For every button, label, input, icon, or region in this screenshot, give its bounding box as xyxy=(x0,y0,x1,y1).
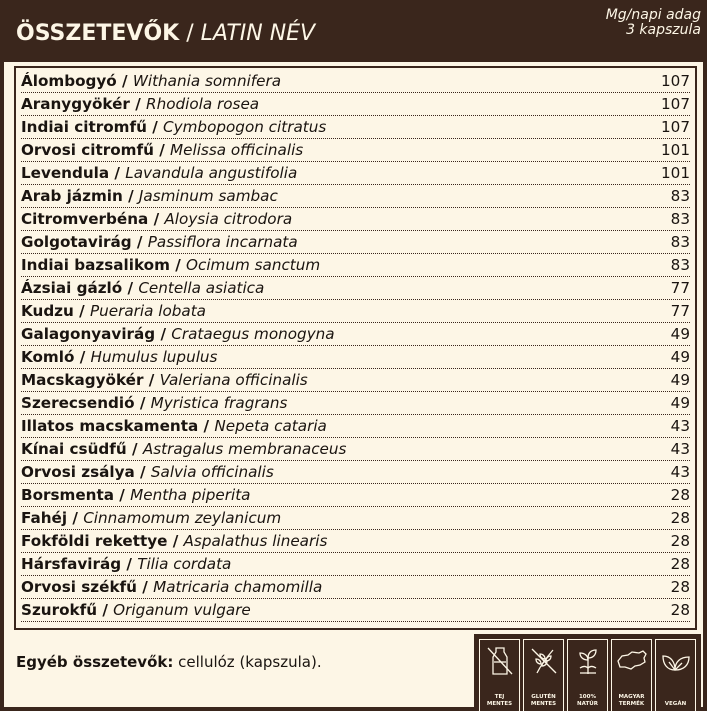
badge-label-1: VEGÁN xyxy=(664,700,687,707)
ingredient-name: Komló xyxy=(21,348,75,366)
ingredient-latin: Aloysia citrodora xyxy=(164,210,293,228)
dose-line-2: 3 kapszula xyxy=(626,22,701,38)
ingredient-name: Indiai bazsalikom xyxy=(21,256,170,274)
ingredient-separator: / xyxy=(153,141,171,159)
ingredient-mg: 28 xyxy=(670,601,690,619)
badge-label-1: GLUTÉN xyxy=(531,694,556,700)
ingredient-name: Illatos macskamenta xyxy=(21,417,199,435)
ingredient-name: Ázsiai gázló xyxy=(21,279,123,297)
ingredient-mg: 49 xyxy=(670,394,690,412)
other-ingredients-value: cellulóz (kapszula). xyxy=(173,653,322,671)
ingredient-row xyxy=(21,185,690,208)
ingredient-row xyxy=(21,576,690,599)
ingredient-row xyxy=(21,323,690,346)
ingredient-mg: 43 xyxy=(670,463,690,481)
ingredient-latin: Ocimum sanctum xyxy=(186,256,321,274)
ingredient-separator: / xyxy=(146,118,164,136)
ingredient-name: Álombogyó xyxy=(21,72,117,90)
ingredient-row xyxy=(21,530,690,553)
ingredient-mg: 49 xyxy=(670,348,690,366)
ingredient-latin: Aspalathus linearis xyxy=(183,532,328,550)
sprout-icon xyxy=(571,644,605,678)
title-latin: LATIN NÉV xyxy=(200,21,316,46)
ingredient-row xyxy=(21,438,690,461)
ingredient-name: Kudzu xyxy=(21,302,74,320)
certification-badges xyxy=(474,634,701,711)
ingredient-latin: Valeriana officinalis xyxy=(159,371,308,389)
ingredient-row xyxy=(21,392,690,415)
ingredient-latin: Withania somnifera xyxy=(132,72,282,90)
ingredient-mg: 107 xyxy=(661,118,690,136)
ingredient-separator: / xyxy=(73,302,90,320)
ingredient-row xyxy=(21,369,690,392)
ingredient-mg: 28 xyxy=(670,532,690,550)
ingredient-separator: / xyxy=(97,601,114,619)
ingredient-latin: Pueraria lobata xyxy=(89,302,206,320)
ingredient-latin: Mentha piperita xyxy=(130,486,251,504)
ingredient-name: Arab jázmin xyxy=(21,187,123,205)
ingredient-mg: 83 xyxy=(670,187,690,205)
title-main: ÖSSZETEVŐK xyxy=(16,21,180,46)
ingredient-name: Fahéj xyxy=(21,509,68,527)
ingredient-mg: 107 xyxy=(661,95,690,113)
badge-vegan xyxy=(655,639,696,711)
ingredient-mg: 83 xyxy=(670,256,690,274)
ingredient-row xyxy=(21,346,690,369)
ingredient-row xyxy=(21,599,690,622)
ingredient-row xyxy=(21,208,690,231)
ingredient-mg: 83 xyxy=(670,233,690,251)
ingredient-latin: Myristica fragrans xyxy=(150,394,288,412)
ingredient-latin: Salvia officinalis xyxy=(150,463,274,481)
ingredient-mg: 28 xyxy=(670,486,690,504)
ingredient-name: Kínai csüdfű xyxy=(21,440,127,458)
ingredient-separator: / xyxy=(169,256,187,274)
leaves-icon xyxy=(659,644,693,678)
ingredient-latin: Matricaria chamomilla xyxy=(153,578,323,596)
other-ingredients-label: Egyéb összetevők: xyxy=(16,653,174,671)
ingredient-name: Levendula xyxy=(21,164,110,182)
ingredient-name: Fokföldi rekettye xyxy=(21,532,168,550)
ingredient-row xyxy=(21,254,690,277)
ingredient-latin: Rhodiola rosea xyxy=(146,95,260,113)
ingredient-name: Szerecsendió xyxy=(21,394,135,412)
ingredient-mg: 77 xyxy=(670,279,690,297)
ingredient-row xyxy=(21,93,690,116)
ingredient-separator: / xyxy=(121,555,138,573)
other-ingredients xyxy=(16,652,322,672)
ingredient-row xyxy=(21,162,690,185)
ingredient-name: Citromverbéna xyxy=(21,210,149,228)
ingredient-mg: 28 xyxy=(670,509,690,527)
ingredient-row xyxy=(21,484,690,507)
ingredient-mg: 28 xyxy=(670,555,690,573)
ingredient-row xyxy=(21,139,690,162)
badge-natural xyxy=(567,639,608,711)
badge-hungarian-product xyxy=(611,639,652,711)
badge-label-1: MAGYAR xyxy=(618,694,645,700)
ingredient-row xyxy=(21,300,690,323)
ingredient-table xyxy=(14,66,697,630)
ingredient-latin: Melissa officinalis xyxy=(170,141,304,159)
ingredient-separator: / xyxy=(131,233,148,251)
ingredient-latin: Crataegus monogyna xyxy=(171,325,335,343)
ingredient-name: Orvosi székfű xyxy=(21,578,137,596)
ingredient-row xyxy=(21,553,690,576)
ingredient-separator: / xyxy=(198,417,215,435)
ingredient-latin: Nepeta cataria xyxy=(214,417,327,435)
ingredient-mg: 28 xyxy=(670,578,690,596)
ingredient-separator: / xyxy=(148,210,165,228)
badge-label-2: MENTES xyxy=(486,700,513,707)
ingredient-name: Orvosi citromfű xyxy=(21,141,154,159)
ingredient-latin: Humulus lupulus xyxy=(90,348,218,366)
ingredient-separator: / xyxy=(122,187,139,205)
badge-label-1: 100% xyxy=(578,694,596,700)
badge-label-2: NATÚR xyxy=(577,700,598,707)
badge-dairy-free xyxy=(479,639,520,711)
ingredient-mg: 107 xyxy=(661,72,690,90)
ingredient-name: Macskagyökér xyxy=(21,371,144,389)
dose-header xyxy=(606,8,701,38)
ingredient-mg: 101 xyxy=(661,164,690,182)
ingredient-row xyxy=(21,231,690,254)
ingredient-name: Orvosi zsálya xyxy=(21,463,135,481)
ingredient-separator: / xyxy=(114,486,131,504)
ingredient-mg: 101 xyxy=(661,141,690,159)
ingredient-latin: Passiflora incarnata xyxy=(147,233,298,251)
ingredient-latin: Cinnamomum zeylanicum xyxy=(83,509,282,527)
badge-label-1: TEJ xyxy=(494,694,505,700)
ingredient-row xyxy=(21,461,690,484)
ingredient-latin: Cymbopogon citratus xyxy=(163,118,327,136)
ingredient-separator: / xyxy=(116,72,133,90)
ingredient-separator: / xyxy=(109,164,126,182)
ingredient-separator: / xyxy=(143,371,160,389)
header-bar xyxy=(4,0,707,62)
ingredient-latin: Tilia cordata xyxy=(137,555,232,573)
ingredient-name: Hársfavirág xyxy=(21,555,122,573)
title-separator: / xyxy=(179,21,201,46)
ingredient-separator: / xyxy=(74,348,91,366)
ingredient-separator: / xyxy=(136,578,154,596)
ingredient-latin: Jasminum sambac xyxy=(138,187,278,205)
ingredient-separator: / xyxy=(167,532,184,550)
ingredient-separator: / xyxy=(155,325,172,343)
ingredient-row xyxy=(21,277,690,300)
ingredient-separator: / xyxy=(122,279,139,297)
badge-label-2: MENTES xyxy=(530,700,557,707)
ingredient-latin: Origanum vulgare xyxy=(113,601,251,619)
ingredient-latin: Centella asiatica xyxy=(138,279,265,297)
ingredient-mg: 43 xyxy=(670,417,690,435)
page-title xyxy=(16,20,315,48)
ingredient-separator: / xyxy=(134,463,151,481)
ingredient-row xyxy=(21,70,690,93)
ingredient-separator: / xyxy=(134,394,151,412)
ingredient-latin: Lavandula angustifolia xyxy=(125,164,298,182)
ingredient-separator: / xyxy=(126,440,143,458)
ingredient-mg: 49 xyxy=(670,325,690,343)
ingredient-row xyxy=(21,415,690,438)
ingredient-mg: 43 xyxy=(670,440,690,458)
ingredient-name: Borsmenta xyxy=(21,486,114,504)
ingredient-mg: 83 xyxy=(670,210,690,228)
ingredient-mg: 49 xyxy=(670,371,690,389)
ingredient-name: Indiai citromfű xyxy=(21,118,147,136)
ingredient-row xyxy=(21,507,690,530)
ingredient-latin: Astragalus membranaceus xyxy=(142,440,347,458)
ingredient-name: Szurokfű xyxy=(21,601,98,619)
milk-bottle-crossed-icon xyxy=(483,644,517,678)
badge-gluten-free xyxy=(523,639,564,711)
ingredient-separator: / xyxy=(67,509,84,527)
ingredient-name: Golgotavirág xyxy=(21,233,132,251)
ingredient-row xyxy=(21,116,690,139)
ingredient-name: Galagonyavirág xyxy=(21,325,156,343)
ingredient-separator: / xyxy=(129,95,147,113)
ingredient-name: Aranygyökér xyxy=(21,95,130,113)
wheat-crossed-icon xyxy=(527,644,561,678)
hungary-map-icon xyxy=(615,644,649,678)
badge-label-2: TERMÉK xyxy=(618,700,645,707)
dose-line-1: Mg/napi adag xyxy=(605,7,701,23)
ingredient-mg: 77 xyxy=(670,302,690,320)
